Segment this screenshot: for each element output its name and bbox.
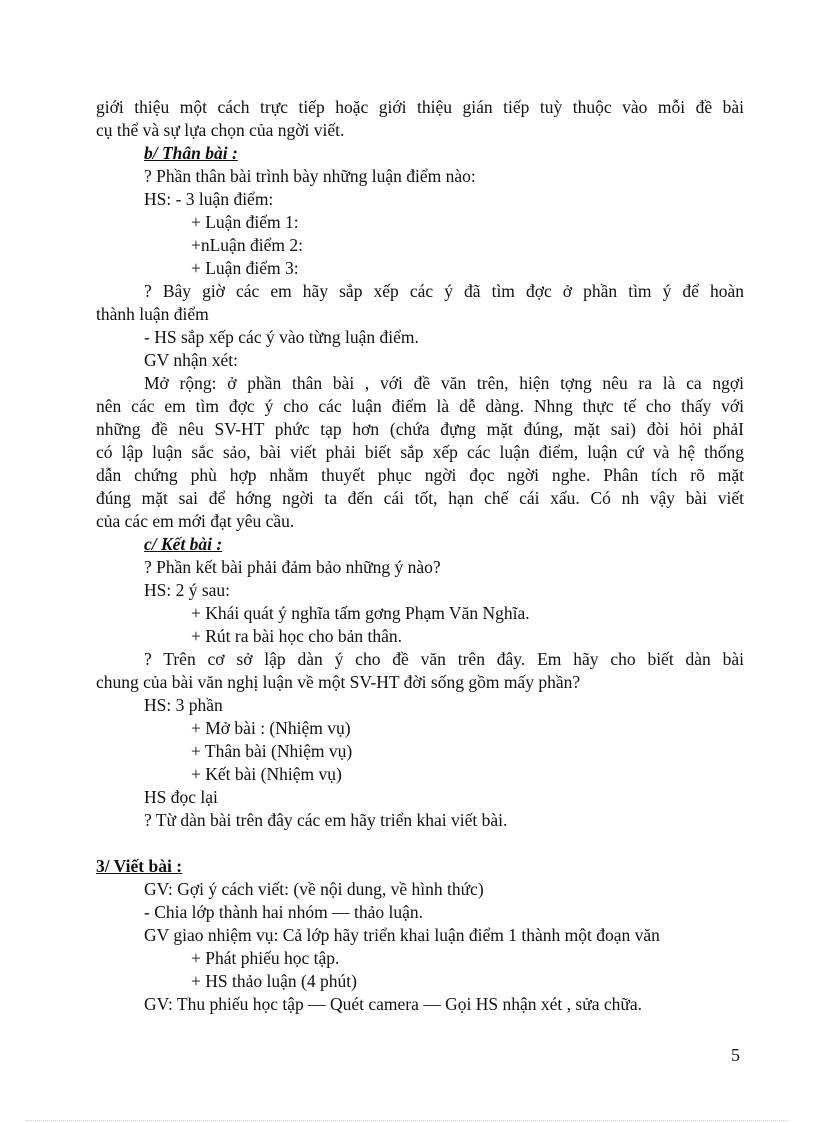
list-item: + Thân bài (Nhiệm vụ) [191, 741, 353, 761]
list-item: + Luận điểm 1: [191, 212, 299, 232]
teacher-line: GV giao nhiệm vụ: Cả lớp hãy triển khai luận điểm 1 thành một đoạn văn [144, 925, 660, 945]
teacher-line: GV: Gợi ý cách viết: (về nội dung, về hình thức) [144, 879, 484, 899]
question-line: chung của bài văn nghị luận về một SV-HT đời sống gồm mấy phần? [96, 672, 581, 692]
list-item: +nLuận điểm 2: [191, 235, 303, 255]
paragraph-line: dẫn chứng phù hợp nhằm thuyết phục ngời đọc ngời nghe. Phân tích rõ mặt [96, 465, 744, 485]
question-line: ? Bây giờ các em hãy sắp xếp các ý đã tìm đợc ở phần tìm ý để hoàn [144, 281, 744, 301]
question-line: ? Phần thân bài trình bày những luận điểm nào: [144, 166, 476, 186]
teacher-line: GV: Thu phiếu học tập — Quét camera — Gọi HS nhận xét , sửa chữa. [144, 994, 642, 1014]
page-footer-divider [26, 1120, 788, 1121]
answer-line: HS đọc lại [144, 787, 218, 807]
answer-line: HS: - 3 luận điểm: [144, 189, 274, 209]
paragraph-line: giới thiệu một cách trực tiếp hoặc giới thiệu gián tiếp tuỳ thuộc vào mỗi đề bài [96, 97, 744, 117]
paragraph-line: đúng mặt sai để hớng ngời ta đến cái tốt, hạn chế cái xấu. Có nh vậy bài viết [96, 488, 744, 508]
page-body [96, 96, 744, 1016]
section-heading-viet-bai: 3/ Viết bài : [96, 856, 183, 876]
list-item: + Phát phiếu học tập. [191, 948, 340, 968]
paragraph-line: - Chia lớp thành hai nhóm — thảo luận. [144, 902, 424, 922]
list-item: + Mở bài : (Nhiệm vụ) [191, 718, 351, 738]
list-item: + Khái quát ý nghĩa tấm gơng Phạm Văn Nghĩa. [191, 603, 530, 623]
paragraph-line: cụ thể và sự lựa chọn của ngời viết. [96, 120, 345, 140]
paragraph-line: của các em mới đạt yêu cầu. [96, 511, 295, 531]
question-line: ? Phần kết bài phải đảm bảo những ý nào? [144, 557, 441, 577]
paragraph-line: Mở rộng: ở phần thân bài , với đề văn trên, hiện tợng nêu ra là ca ngợi [144, 373, 744, 393]
teacher-line: GV nhận xét: [144, 350, 238, 370]
question-line: thành luận điểm [96, 304, 209, 324]
answer-line: - HS sắp xếp các ý vào từng luận điểm. [144, 327, 419, 347]
question-line: ? Từ dàn bài trên đây các em hãy triển khai viết bài. [144, 810, 508, 830]
page-number: 5 [731, 1045, 740, 1065]
paragraph-line: nên các em tìm đợc ý cho các luận điểm là dễ dàng. Nhng thực tế cho thấy với [96, 396, 744, 416]
answer-line: HS: 2 ý sau: [144, 580, 231, 600]
answer-line: HS: 3 phần [144, 695, 223, 715]
paragraph-line: có lập luận sắc sảo, bài viết phải biết sắp xếp các luận điểm, luận cứ và hệ thống [96, 442, 744, 462]
blank-line [96, 832, 744, 855]
section-heading-than-bai: b/ Thân bài : [144, 143, 238, 163]
list-item: + Kết bài (Nhiệm vụ) [191, 764, 342, 784]
list-item: + HS thảo luận (4 phút) [191, 971, 357, 991]
question-line: ? Trên cơ sở lập dàn ý cho đề văn trên đây. Em hãy cho biết dàn bài [144, 649, 744, 669]
list-item: + Rút ra bài học cho bản thân. [191, 626, 403, 646]
list-item: + Luận điểm 3: [191, 258, 299, 278]
paragraph-line: những đề nêu SV-HT phức tạp hơn (chứa đựng mặt đúng, mặt sai) đòi hỏi phảI [96, 419, 744, 439]
section-heading-ket-bai: c/ Kết bài : [144, 534, 223, 554]
